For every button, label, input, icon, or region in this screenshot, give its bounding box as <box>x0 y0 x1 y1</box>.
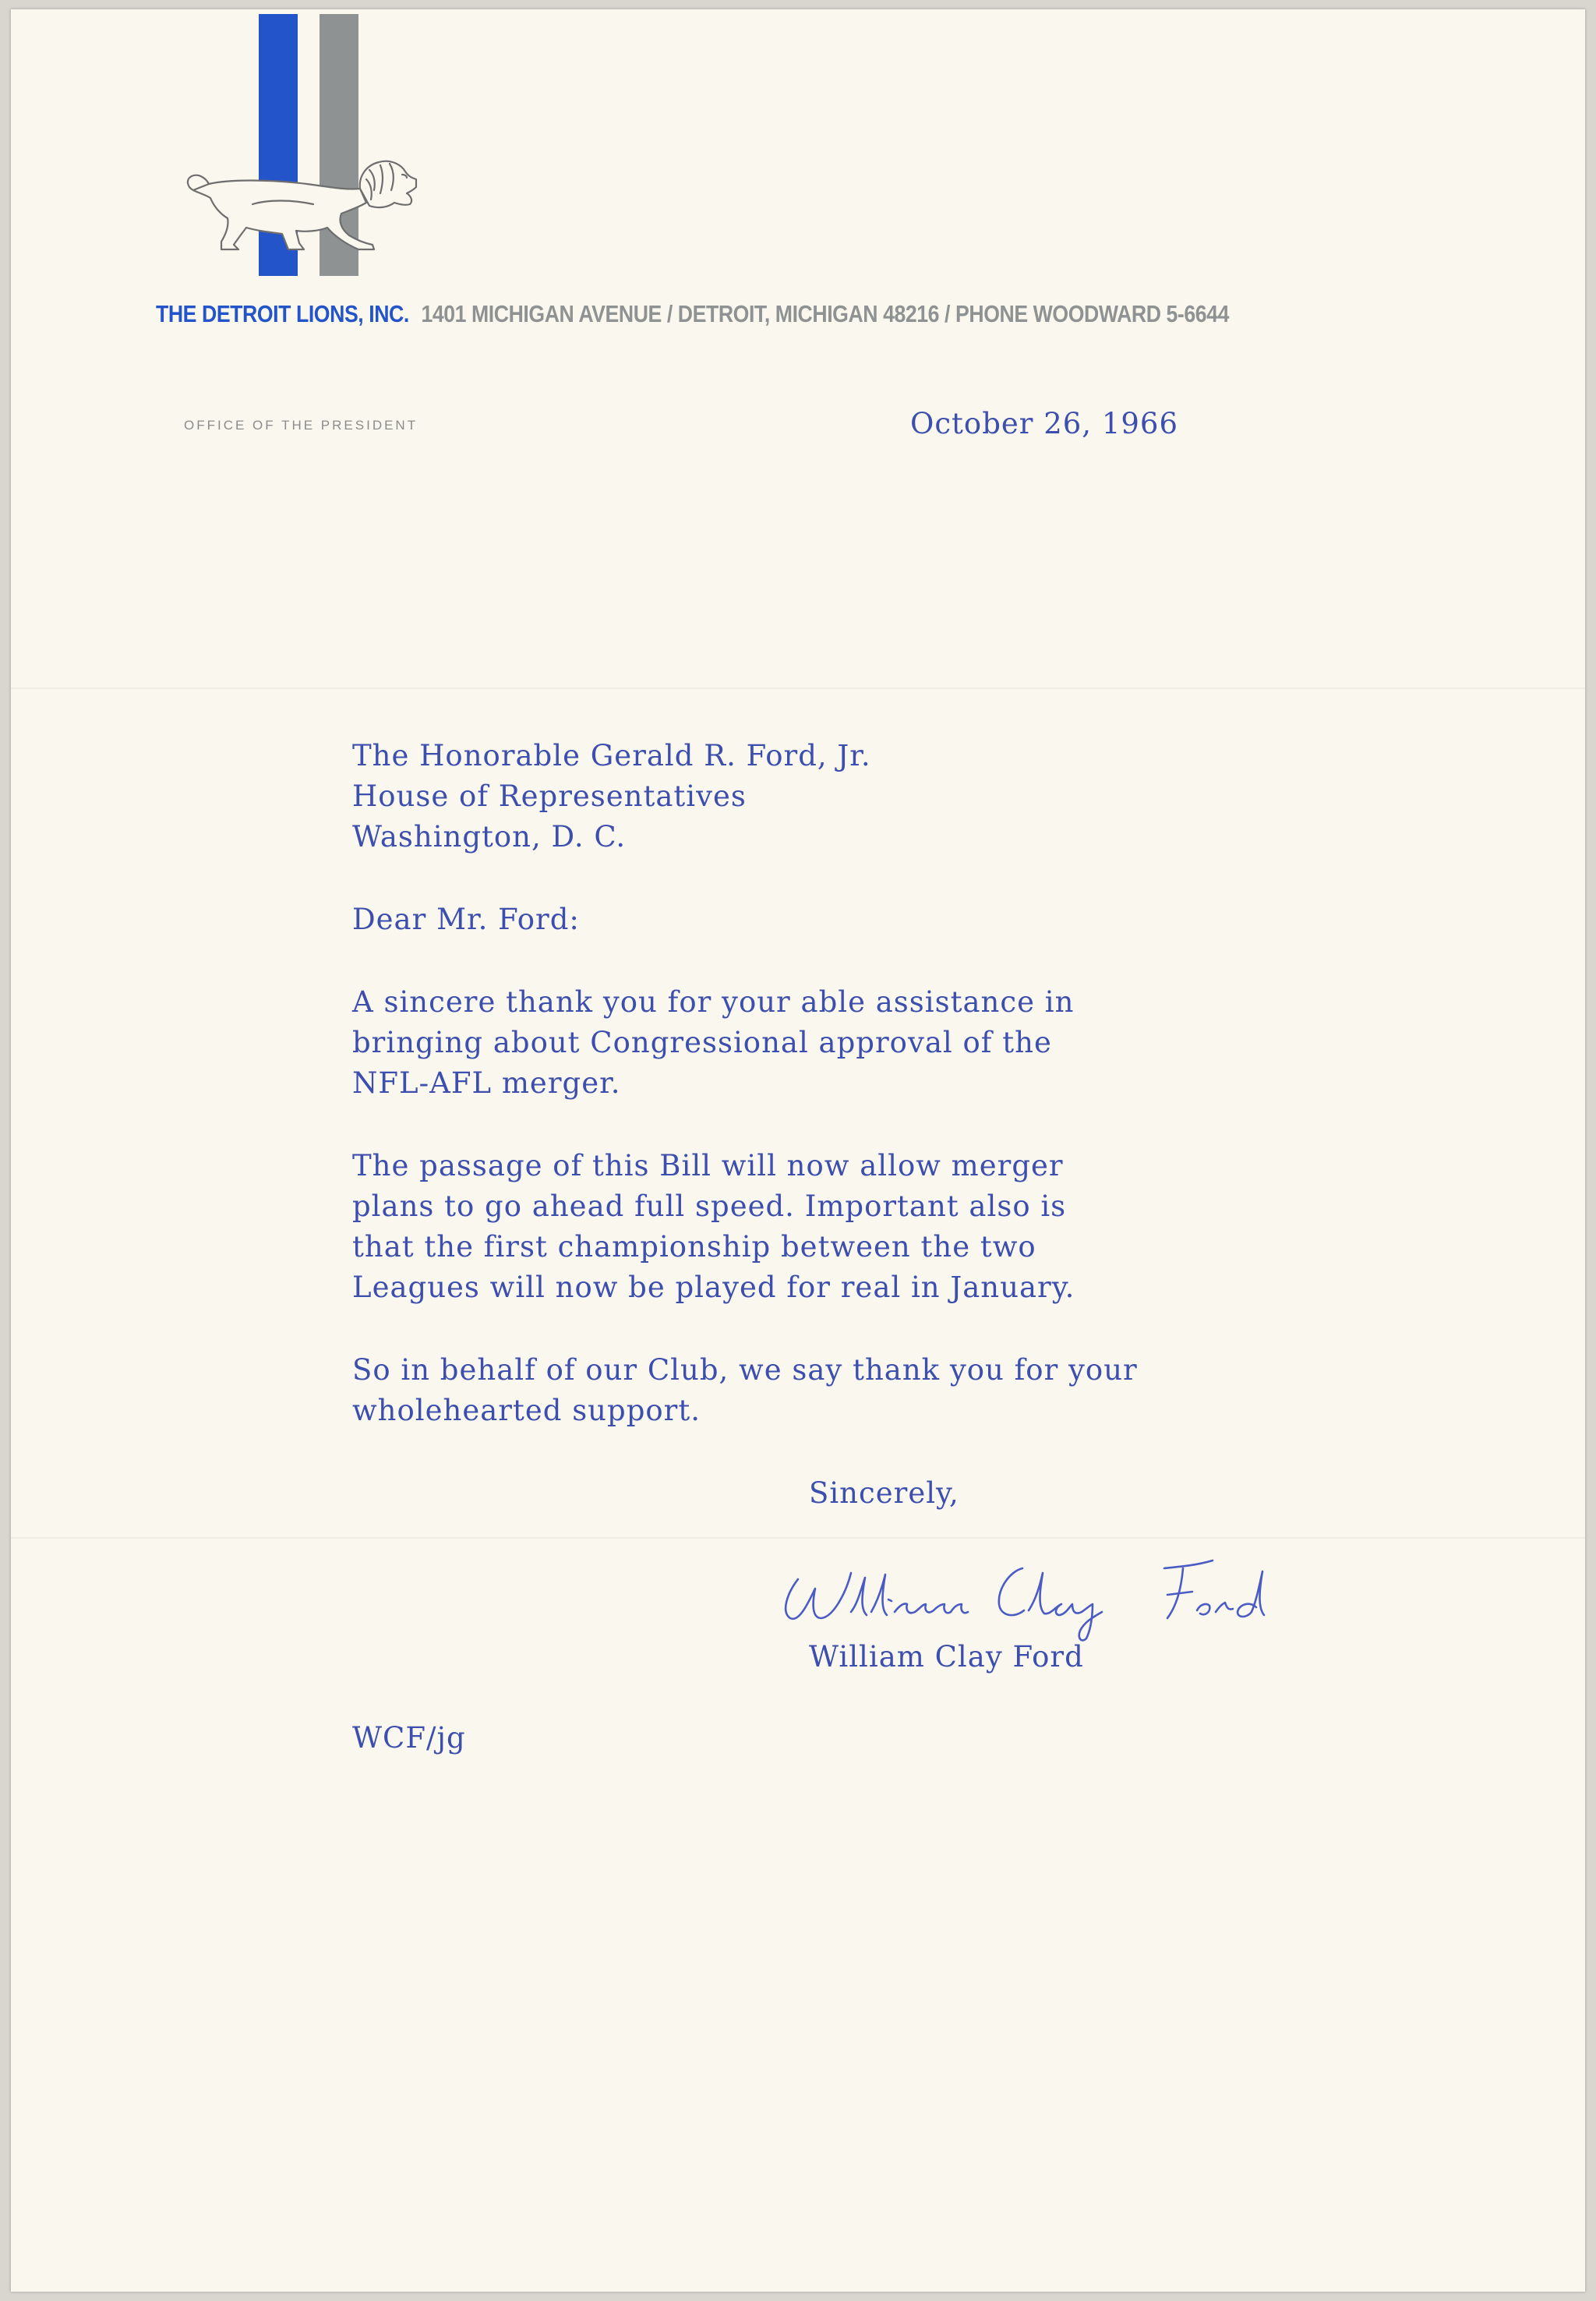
signer-name <box>809 1637 1084 1677</box>
reference-initials <box>352 1718 466 1758</box>
salutation-text: Dear Mr. Ford: <box>352 903 580 936</box>
body-line: wholehearted support. <box>352 1394 701 1427</box>
initials-text: WCF/jg <box>352 1721 466 1755</box>
letterhead-line <box>156 300 1229 328</box>
recipient-address <box>352 736 871 857</box>
closing <box>809 1473 959 1514</box>
body-line: that the first championship between the two <box>352 1230 1036 1264</box>
company-name: THE DETROIT LIONS, INC. <box>156 300 409 327</box>
handwritten-signature <box>767 1537 1297 1646</box>
letter-page <box>11 9 1585 2292</box>
body-line: NFL-AFL merger. <box>352 1066 621 1100</box>
letter-date: October 26, 1966 <box>910 407 1178 440</box>
signer-name-text: William Clay Ford <box>809 1640 1084 1674</box>
salutation <box>352 900 580 940</box>
body-line: A sincere thank you for your able assistance in <box>352 985 1075 1019</box>
recipient-line: House of Representatives <box>352 779 747 813</box>
body-line: The passage of this Bill will now allow merger <box>352 1149 1064 1182</box>
recipient-line: The Honorable Gerald R. Ford, Jr. <box>352 739 871 772</box>
body-paragraph <box>352 982 1074 1104</box>
closing-text: Sincerely, <box>809 1476 959 1510</box>
body-paragraph <box>352 1146 1075 1308</box>
body-paragraph <box>352 1350 1138 1431</box>
paper-fold-line <box>11 687 1585 689</box>
body-line: Leagues will now be played for real in January. <box>352 1271 1075 1304</box>
body-line: So in behalf of our Club, we say thank you for your <box>352 1353 1138 1387</box>
recipient-line: Washington, D. C. <box>352 820 627 854</box>
office-label: OFFICE OF THE PRESIDENT <box>184 418 418 433</box>
company-address: 1401 MICHIGAN AVENUE / DETROIT, MICHIGAN 48216 / PHONE WOODWARD 5-6644 <box>421 300 1229 327</box>
lion-logo-icon <box>182 156 463 257</box>
body-line: plans to go ahead full speed. Important also is <box>352 1189 1067 1223</box>
body-line: bringing about Congressional approval of the <box>352 1026 1052 1059</box>
